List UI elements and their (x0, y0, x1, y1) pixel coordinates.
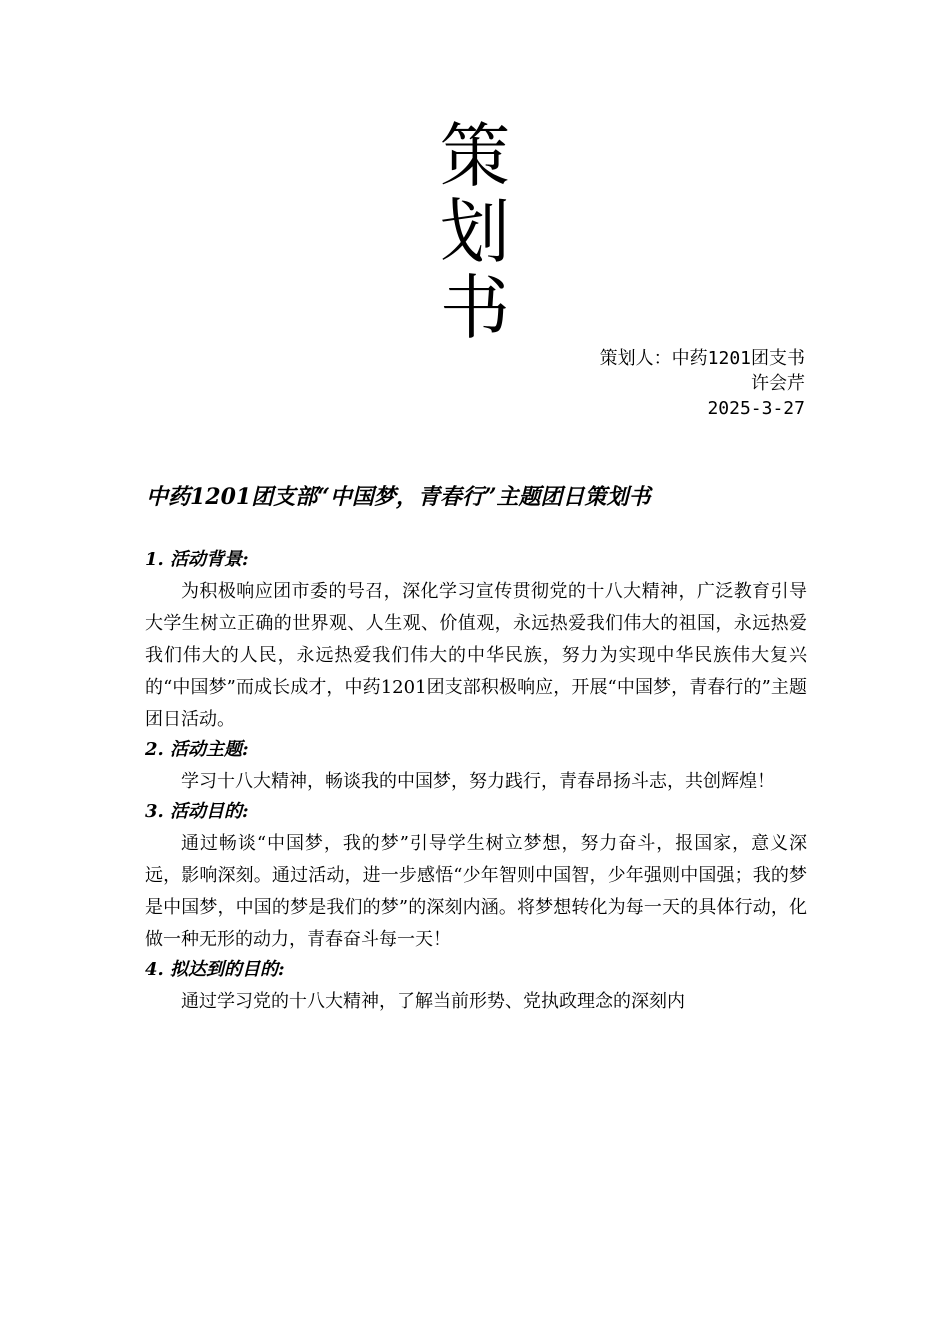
cover-title (432, 115, 518, 349)
document-body (145, 546, 807, 1018)
cover-title-char: 书 (440, 267, 510, 349)
cover-title-char: 划 (440, 191, 510, 273)
section-paragraph: 通过畅谈“中国梦，我的梦”引导学生树立梦想，努力奋斗，报国家，意义深远，影响深刻。通过活动，进一步感悟“少年智则中国智，少年强则中国强；我的梦是中国梦，中国的梦是我们的梦”的深刻内涵。将梦想转化为每一天的具体行动，化做一种无形的动力，青春奋斗每一天！ (145, 833, 807, 950)
planner-name: 许会芹 (751, 373, 805, 394)
cover-title-char: 策 (440, 115, 510, 197)
section-heading: 2. 活动主题: (145, 739, 249, 760)
section-heading: 3. 活动目的: (145, 801, 249, 822)
section-theme (145, 736, 807, 798)
planner-block (600, 346, 805, 421)
section-expected-goals (145, 956, 807, 1018)
section-paragraph: 为积极响应团市委的号召，深化学习宣传贯彻党的十八大精神，广泛教育引导大学生树立正确的世界观、人生观、价值观，永远热爱我们伟大的祖国，永远热爱我们伟大的人民，永远热爱我们伟大的中华民族，努力为实现中华民族伟大复兴的“中国梦”而成长成才，中药1201团支部积极响应，开展“中国梦，青春行的”主题团日活动。 (145, 581, 807, 730)
plan-date: 2025-3-27 (707, 398, 805, 419)
section-paragraph: 学习十八大精神，畅谈我的中国梦，努力践行，青春昂扬斗志，共创辉煌！ (181, 771, 775, 792)
planner-line: 策划人：中药1201团支书 (599, 348, 805, 369)
section-purpose (145, 798, 807, 956)
section-heading: 4. 拟达到的目的: (145, 959, 285, 980)
section-paragraph: 通过学习党的十八大精神，了解当前形势、党执政理念的深刻内 (181, 991, 685, 1012)
section-heading: 1. 活动背景: (145, 549, 249, 570)
section-background (145, 546, 807, 736)
document-title: 中药1201团支部“中国梦，青春行”主题团日策划书 (146, 484, 651, 510)
